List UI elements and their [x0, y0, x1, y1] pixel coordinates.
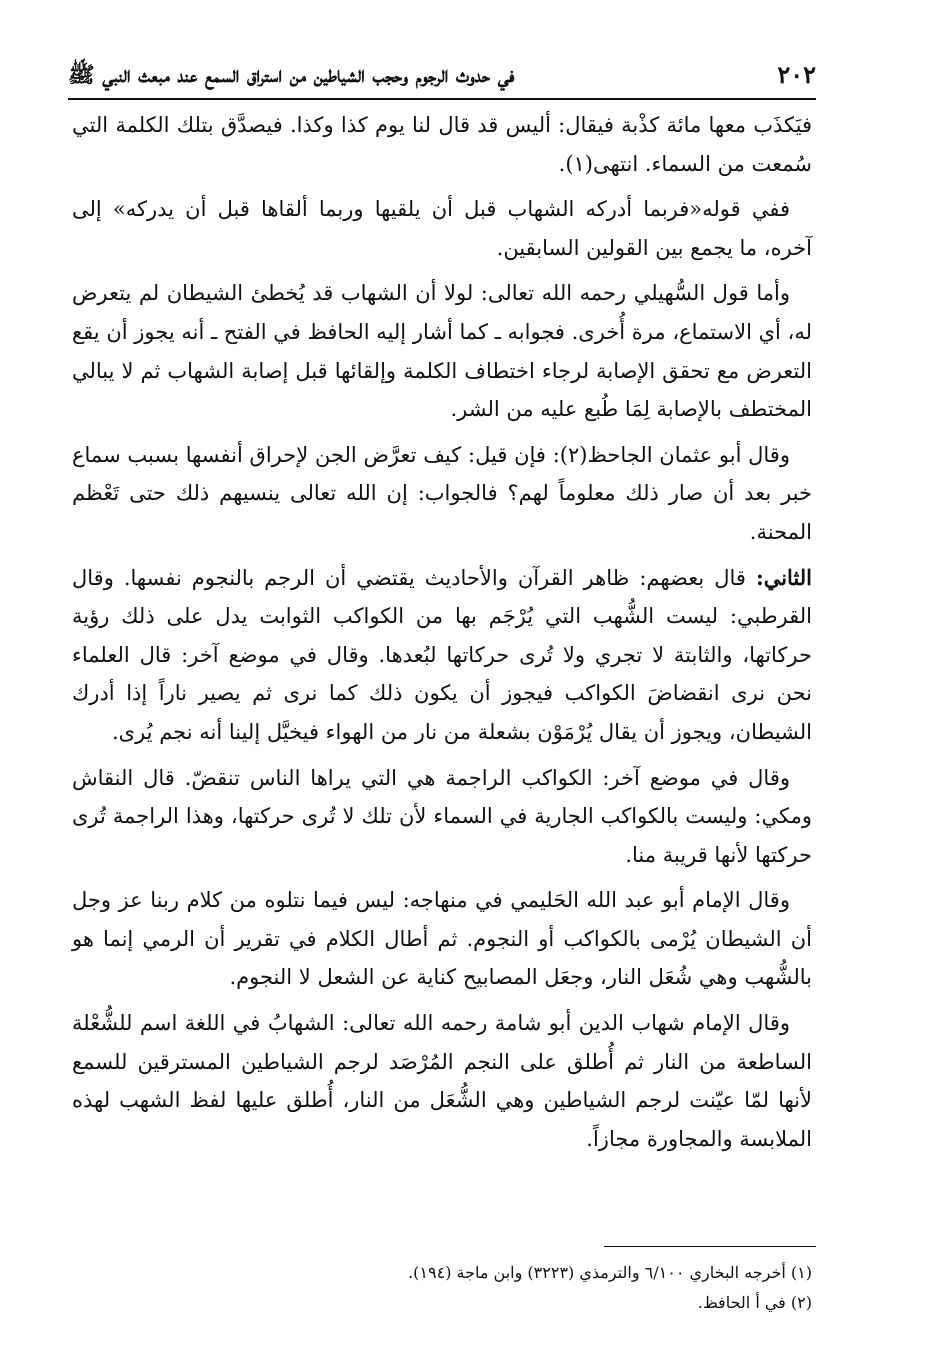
paragraph [72, 274, 812, 428]
paragraph [72, 559, 812, 752]
paragraph-text: وقال في موضع آخر: الكواكب الراجمة هي التي يراها الناس تنقضّ. قال النقاش ومكي: وليست بالكواكب الجارية في السماء لأن تلك لا تُرى حركتها، وهذا الراجمة تُرى حركتها لأنها قريبة منا. [72, 765, 812, 867]
paragraph-text: قال بعضهم: ظاهر القرآن والأحاديث يقتضي أن الرجم بالنجوم نفسها. وقال القرطبي: ليست الشُّهب التي يُرْجَم بها من الكواكب الثوابت يدل على ذلك رؤية حركاتها، والثابتة لا تجري ولا تُرى حركاتها لبُعدها. وقال في موضع آخر: قال العلماء نحن نرى انقضاضَ الكواكب فيجوز أن يكون ذلك كما نرى ثم يصير ناراً إذا أدرك الشيطان، ويجوز أن يقال يُرْمَوْن بشعلة من نار من الهواء فيخيَّل إلينا أنه نجم يُرى. [72, 565, 812, 744]
main-text [72, 106, 812, 1165]
header-divider [68, 98, 816, 100]
paragraph [72, 759, 812, 875]
paragraph [72, 436, 812, 552]
paragraph-text: وقال الإمام شهاب الدين أبو شامة رحمه الله تعالى: الشهابُ في اللغة اسم للشُّعْلة الساطعة من النار ثم أُطلق على النجم المُرْصَد لرجم الشياطين المسترقين للسمع لأنها لمّا عيّنت لرجم الشياطين وهي الشُّعَل من النار، أُطلق عليها لفظ الشهب لهذه الملابسة والمجاورة مجازاً. [72, 1011, 812, 1151]
footnotes [72, 1258, 812, 1318]
footnote: (١) أخرجه البخاري ٦/١٠٠ والترمذي (٣٢٢٣) وابن ماجة (١٩٤). [408, 1263, 812, 1282]
paragraph-text: وقال الإمام أبو عبد الله الحَليمي في منهاجه: ليس فيما نتلوه من كلام ربنا عز وجل أن الشيطان يُرْمى بالكواكب أو النجوم. ثم أطال الكلام في تقرير أن الرمي إنما هو بالشُّهب وهي شُعَل النار، وجعَل المصابيح كناية عن الشعل لا النجوم. [72, 888, 812, 990]
paragraph [72, 190, 812, 267]
footnote-divider [604, 1246, 816, 1247]
running-title: في حدوث الرجوم وحجب الشياطين من استراق السمع عند مبعث النبي ﷺ [68, 62, 515, 88]
page-number: ٢٠٢ [777, 60, 816, 89]
paragraph [72, 1004, 812, 1158]
paragraph [72, 106, 812, 183]
running-header [68, 58, 816, 98]
paragraph-text: فيَكذَب معها مائة كذْبة فيقال: أليس قد قال لنا يوم كذا وكذا. فيصدَّق بتلك الكلمة التي سُمعت من السماء. انتهى(١). [72, 113, 812, 176]
paragraph-text: وقال أبو عثمان الجاحظ(٢): فإن قيل: كيف تعرَّض الجن لإحراق أنفسها بسبب سماع خبر بعد أن صار ذلك معلوماً لهم؟ فالجواب: إن الله تعالى ينسيهم ذلك حتى تَعْظم المحنة. [72, 442, 812, 544]
paragraph [72, 881, 812, 997]
paragraph-text: ففي قوله«فربما أدركه الشهاب قبل أن يلقيها وربما ألقاها قبل أن يدركه» إلى آخره، ما يجمع بين القولين السابقين. [72, 197, 812, 260]
paragraph-text: وأما قول السُّهيلي رحمه الله تعالى: لولا أن الشهاب قد يُخطئ الشيطان لم يتعرض له، أي الاستماع، مرة أُخرى. فجوابه ـ كما أشار إليه الحافظ في الفتح ـ أنه يجوز أن يقع التعرض مع تحقق الإصابة لرجاء اختطاف الكلمة وإلقائها قبل إصابة الشهاب ثم لا يبالي المختطف بالإصابة لِمَا طُبع عليه من الشر. [72, 281, 812, 422]
footnote: (٢) في أ الحافظ. [697, 1293, 812, 1312]
paragraph-lead: الثاني: [755, 564, 813, 590]
